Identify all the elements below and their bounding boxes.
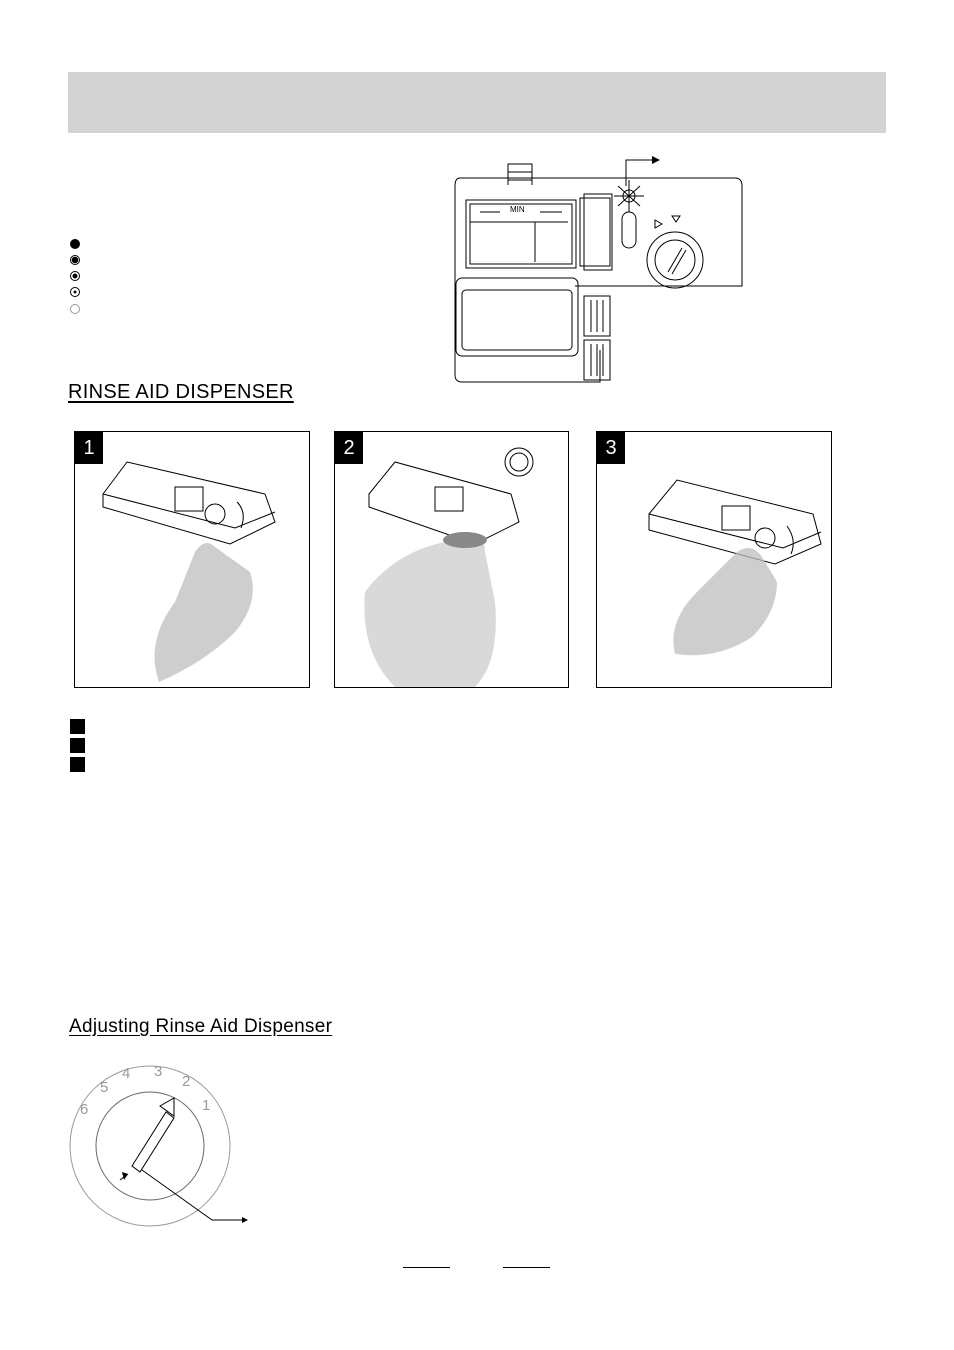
dial-setting-2: 2 bbox=[182, 1073, 191, 1090]
dial-setting-4: 4 bbox=[122, 1065, 131, 1082]
step-2-number: 2 bbox=[335, 432, 363, 464]
step-1-bullet-icon bbox=[70, 719, 85, 734]
blank-underline bbox=[503, 1267, 550, 1268]
dial-setting-5: 5 bbox=[100, 1079, 109, 1096]
rinse-aid-heading: RINSE AID DISPENSER bbox=[68, 381, 294, 403]
step-3-panel bbox=[596, 431, 832, 688]
blank-underline bbox=[403, 1267, 450, 1268]
section-banner bbox=[68, 72, 886, 133]
indicator-three-quarter-icon bbox=[70, 255, 80, 265]
indicator-half-icon bbox=[70, 271, 80, 281]
adjusting-heading: Adjusting Rinse Aid Dispenser bbox=[69, 1016, 333, 1037]
step-3-number: 3 bbox=[597, 432, 625, 464]
min-label: MIN bbox=[510, 205, 525, 214]
dial-setting-1: 1 bbox=[202, 1097, 211, 1114]
open-cap-illustration bbox=[75, 432, 310, 688]
step-2-bullet-icon bbox=[70, 738, 85, 753]
step-1-panel bbox=[74, 431, 310, 688]
adjustment-dial-diagram bbox=[62, 1058, 252, 1228]
indicator-empty-icon bbox=[70, 304, 80, 314]
dial-setting-3: 3 bbox=[154, 1063, 163, 1080]
indicator-full-icon bbox=[70, 239, 80, 249]
step-3-bullet-icon bbox=[70, 757, 85, 772]
dispenser-diagram bbox=[450, 150, 750, 386]
fill-rinse-aid-illustration bbox=[335, 432, 569, 688]
close-cap-illustration bbox=[597, 432, 832, 688]
step-2-panel bbox=[334, 431, 569, 688]
dial-setting-6: 6 bbox=[80, 1101, 89, 1118]
step-1-number: 1 bbox=[75, 432, 103, 464]
indicator-quarter-icon bbox=[70, 287, 80, 297]
